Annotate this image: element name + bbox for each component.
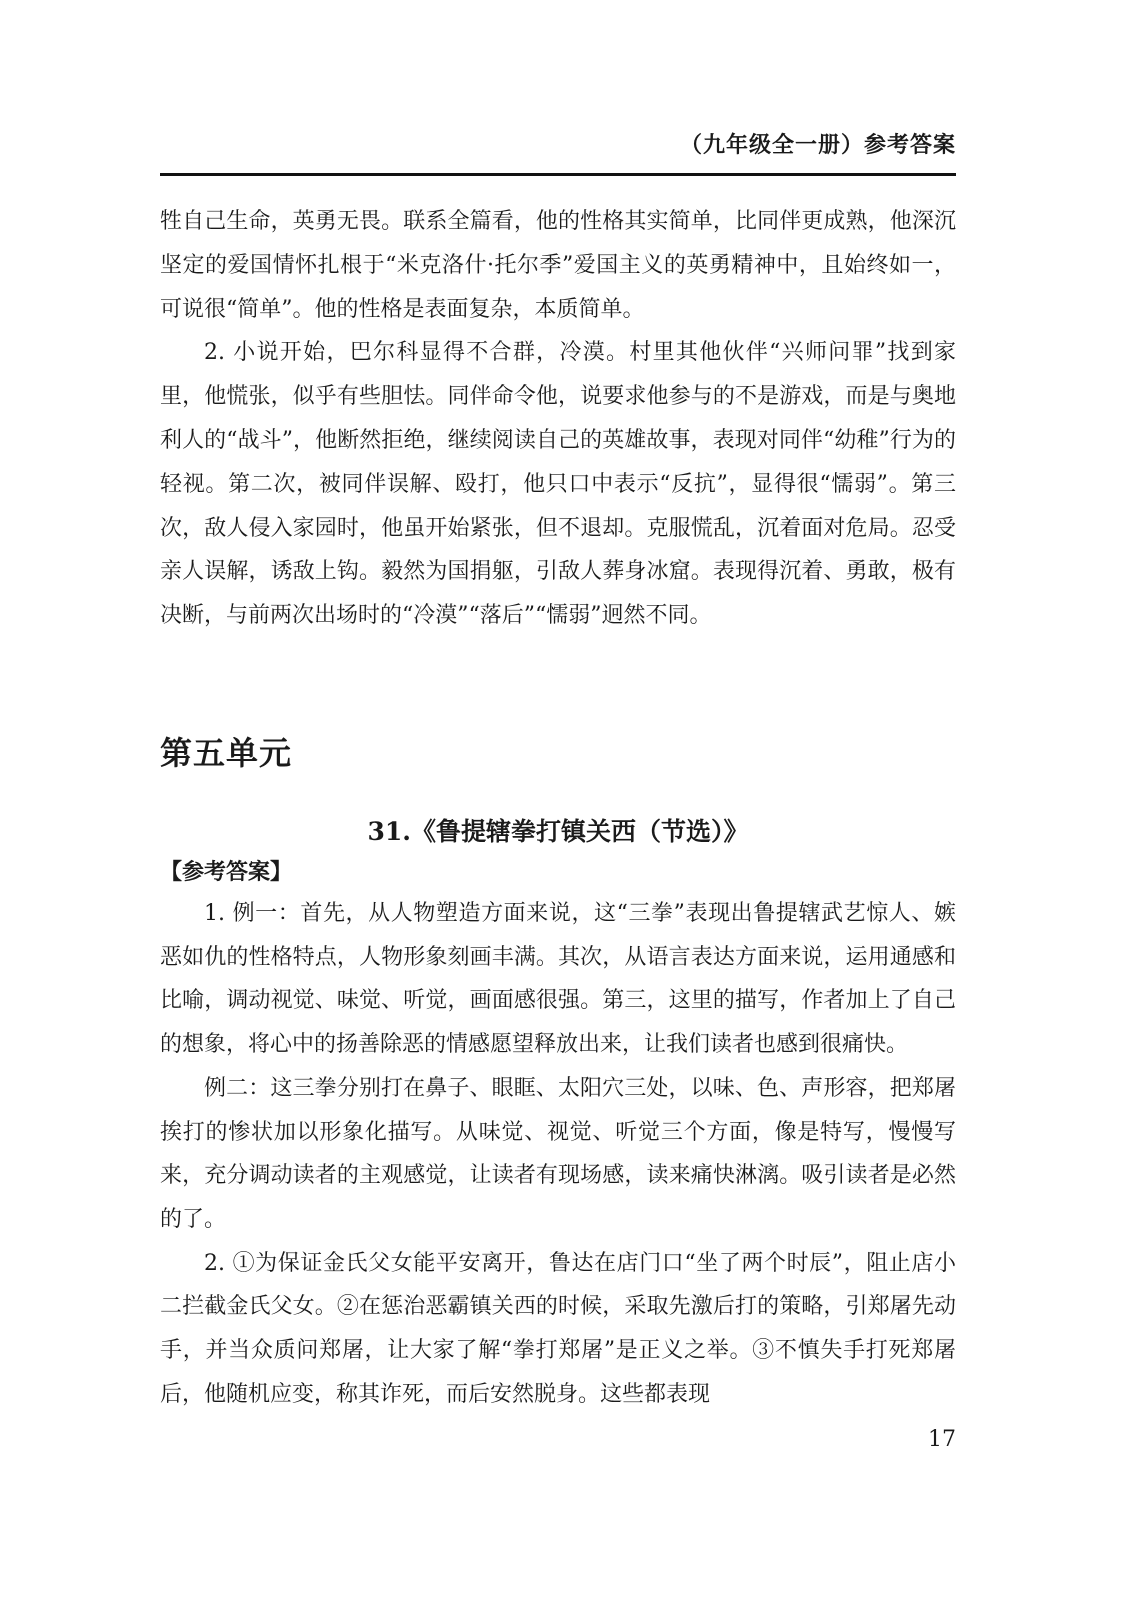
section-body bbox=[160, 892, 956, 1416]
paragraph-answer-2: 2. 小说开始，巴尔科显得不合群，冷漠。村里其他伙伴“兴师问罪”找到家里，他慌张，似乎有些胆怯。同伴命令他，说要求他参与的不是游戏，而是与奥地利人的“战斗”，他断然拒绝，继续阅读自己的英雄故事，表现对同伴“幼稚”行为的轻视。第二次，被同伴误解、殴打，他只口中表示“反抗”，显得很“懦弱”。第三次，敌人侵入家园时，他虽开始紧张，但不退却。克服慌乱，沉着面对危局。忍受亲人误解，诱敌上钩。毅然为国捐躯，引敌人葬身冰窟。表现得沉着、勇敢，极有决断，与前两次出场时的“冷漠”“落后”“懦弱”迥然不同。 bbox=[160, 340, 956, 629]
section-title: 31.《鲁提辖拳打镇关西（节选）》 bbox=[367, 817, 749, 846]
unit-title: 第五单元 bbox=[160, 734, 293, 772]
answer-label: 【参考答案】 bbox=[160, 860, 293, 885]
running-header: （九年级全一册）参考答案 bbox=[679, 133, 956, 158]
paragraph-answer-2: 2. ①为保证金氏父女能平安离开，鲁达在店门口“坐了两个时辰”，阻止店小二拦截金氏父女。②在惩治恶霸镇关西的时候，采取先激后打的策略，引郑屠先动手，并当众质问郑屠，让大家了解“拳打郑屠”是正义之举。③不慎失手打死郑屠后，他随机应变，称其诈死，而后安然脱身。这些都表现 bbox=[160, 1250, 956, 1407]
paragraph-answer-1-example-1: 1. 例一：首先，从人物塑造方面来说，这“三拳”表现出鲁提辖武艺惊人、嫉恶如仇的性格特点，人物形象刻画丰满。其次，从语言表达方面来说，运用通感和比喻，调动视觉、味觉、听觉，画面感很强。第三，这里的描写，作者加上了自己的想象，将心中的扬善除恶的情感愿望释放出来，让我们读者也感到很痛快。 bbox=[160, 901, 956, 1058]
header-rule bbox=[160, 173, 956, 176]
paragraph-continuation: 牲自己生命，英勇无畏。联系全篇看，他的性格其实简单，比同伴更成熟，他深沉坚定的爱国情怀扎根于“米克洛什·托尔季”爱国主义的英勇精神中，且始终如一，可说很“简单”。他的性格是表面复杂，本质简单。 bbox=[160, 209, 956, 322]
page-number: 17 bbox=[928, 1427, 956, 1452]
top-section bbox=[160, 200, 956, 638]
paragraph-answer-1-example-2: 例二：这三拳分别打在鼻子、眼眶、太阳穴三处，以味、色、声形容，把郑屠挨打的惨状加以形象化描写。从味觉、视觉、听觉三个方面，像是特写，慢慢写来，充分调动读者的主观感觉，让读者有现场感，读来痛快淋漓。吸引读者是必然的了。 bbox=[160, 1075, 956, 1232]
